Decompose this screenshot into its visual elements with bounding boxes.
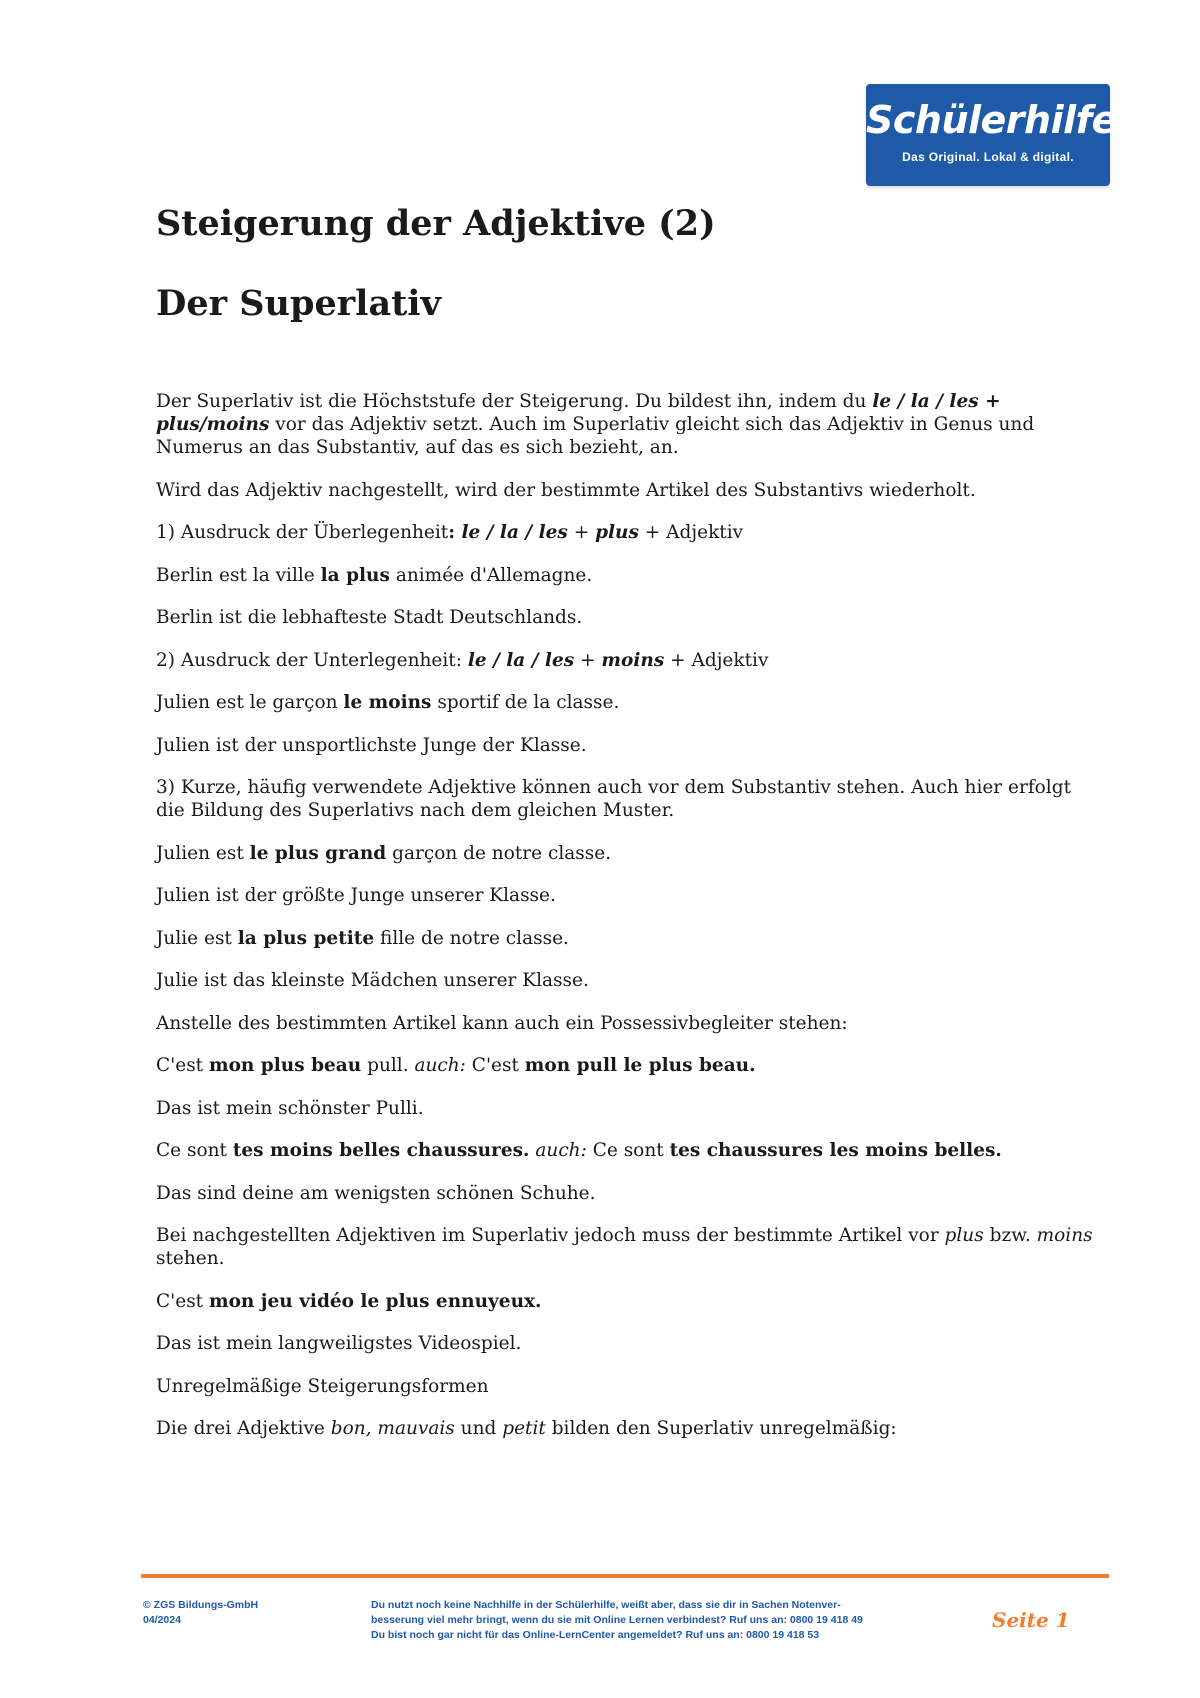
text-run: Julie ist das kleinste Mädchen unserer Klasse. bbox=[156, 970, 589, 991]
text-run: 1) Ausdruck der Überlegenheit bbox=[156, 522, 449, 543]
text-run: plus bbox=[944, 1225, 984, 1246]
paragraph bbox=[156, 776, 1096, 822]
footer-notice-line: Du nutzt noch keine Nachhilfe in der Schülerhilfe, weißt aber, dass sie dir in Sachen Notenver- bbox=[371, 1599, 841, 1611]
text-run: C'est bbox=[156, 1055, 209, 1076]
text-run: Julie est bbox=[156, 927, 238, 949]
text-run: garçon de notre classe. bbox=[386, 842, 612, 864]
text-run: Julien ist der unsportlichste Junge der Klasse. bbox=[156, 734, 587, 756]
footer-notice bbox=[371, 1598, 931, 1643]
paragraph bbox=[156, 1290, 1096, 1313]
paragraph bbox=[156, 842, 1096, 865]
text-run: auch: bbox=[414, 1055, 466, 1076]
paragraph bbox=[156, 479, 1096, 502]
text-run: plus bbox=[595, 522, 639, 543]
paragraph bbox=[156, 390, 1096, 459]
text-run: pull. bbox=[361, 1055, 415, 1076]
paragraph bbox=[156, 1054, 1096, 1077]
text-run: Berlin ist die lebhafteste Stadt Deutschlands. bbox=[156, 607, 583, 628]
text-run: Ce sont bbox=[156, 1140, 233, 1161]
footer-date: 04/2024 bbox=[143, 1614, 181, 1626]
paragraph bbox=[156, 649, 1096, 672]
paragraph bbox=[156, 1375, 1096, 1398]
text-run: moins bbox=[601, 649, 665, 671]
text-run: sportif de la classe. bbox=[431, 692, 620, 713]
paragraph bbox=[156, 927, 1096, 950]
text-run: bzw. bbox=[983, 1225, 1037, 1246]
paragraph bbox=[156, 1417, 1096, 1440]
paragraph bbox=[156, 734, 1096, 757]
text-run: bilden den Superlativ unregelmäßig: bbox=[545, 1418, 897, 1439]
footer-notice-line: Du bist noch gar nicht für das Online-LernCenter angemeldet? Ruf uns an: 0800 19 418 53 bbox=[371, 1629, 820, 1641]
text-run: mon pull le plus beau. bbox=[524, 1055, 756, 1076]
logo-tagline: Das Original. Lokal & digital. bbox=[902, 150, 1074, 164]
text-run: Der Superlativ ist die Höchststufe der Steigerung. Du bildest ihn, indem du bbox=[156, 391, 873, 412]
text-run: la plus petite bbox=[237, 927, 375, 949]
paragraph bbox=[156, 1139, 1096, 1162]
text-run: le / la / les bbox=[467, 649, 575, 671]
paragraph bbox=[156, 1012, 1096, 1035]
paragraph bbox=[156, 606, 1096, 629]
page-number: Seite 1 bbox=[992, 1608, 1070, 1632]
text-run: und bbox=[454, 1418, 503, 1439]
footer-company: © ZGS Bildungs-GmbH bbox=[143, 1599, 259, 1611]
paragraph bbox=[156, 691, 1096, 714]
logo-wordmark: Schülerhilfe! bbox=[866, 98, 1134, 142]
text-run: Julien est le garçon bbox=[156, 692, 344, 713]
text-run: Bei nachgestellten Adjektiven im Superlativ jedoch muss der bestimmte Artikel vor bbox=[156, 1225, 945, 1246]
text-run: + Adjektiv bbox=[664, 649, 769, 671]
paragraph bbox=[156, 1224, 1096, 1270]
text-run: stehen. bbox=[156, 1248, 225, 1269]
paragraph bbox=[156, 969, 1096, 992]
text-run: Das sind deine am wenigsten schönen Schuhe. bbox=[156, 1182, 596, 1204]
text-run: Wird das Adjektiv nachgestellt, wird der bestimmte Artikel des Substantivs wiederholt. bbox=[156, 479, 976, 501]
text-run: fille de notre classe. bbox=[374, 927, 569, 949]
paragraph bbox=[156, 1182, 1096, 1205]
text-run: le / la / les + plus/moins bbox=[156, 391, 1001, 435]
paragraph bbox=[156, 1332, 1096, 1355]
text-run: + Adjektiv bbox=[638, 522, 744, 543]
text-run: 2) Ausdruck der Unterlegenheit: bbox=[156, 649, 468, 671]
text-run: + bbox=[574, 649, 602, 671]
schuelerhilfe-logo bbox=[866, 84, 1134, 186]
paragraph bbox=[156, 1097, 1096, 1120]
text-run: mon jeu vidéo le plus ennuyeux. bbox=[209, 1290, 542, 1312]
text-run: le plus grand bbox=[249, 842, 387, 864]
text-run: tes moins belles chaussures. bbox=[232, 1140, 530, 1161]
text-run: mon plus beau bbox=[209, 1055, 362, 1076]
text-run: vor das Adjektiv setzt. Auch im Superlativ gleicht sich das Adjektiv in Genus und Numerus an das Substantiv, auf das es sich bezieht, an. bbox=[156, 414, 1035, 458]
page-subtitle: Der Superlativ bbox=[156, 283, 441, 324]
text-run: Die drei Adjektive bbox=[156, 1418, 331, 1439]
text-run: Julien ist der größte Junge unserer Klasse. bbox=[156, 885, 556, 906]
text-run: animée d'Allemagne. bbox=[389, 564, 593, 586]
text-run: 3) Kurze, häufig verwendete Adjektive können auch vor dem Substantiv stehen. Auch hier erfolgt die Bildung des Superlativs nach dem gleichen Muster. bbox=[156, 777, 1072, 821]
page-title: Steigerung der Adjektive (2) bbox=[156, 203, 716, 244]
text-run: C'est bbox=[465, 1055, 525, 1076]
text-run: la plus bbox=[320, 564, 390, 586]
text-run: Julien est bbox=[156, 842, 250, 864]
footer-publisher bbox=[143, 1598, 258, 1628]
paragraph bbox=[156, 884, 1096, 907]
text-run: auch: bbox=[535, 1140, 587, 1161]
text-run: : bbox=[448, 522, 462, 543]
text-run: Anstelle des bestimmten Artikel kann auch ein Possessivbegleiter stehen: bbox=[156, 1012, 848, 1034]
text-run: Berlin est la ville bbox=[156, 564, 321, 586]
footer-divider bbox=[141, 1574, 1109, 1578]
text-run: le / la / les bbox=[461, 522, 568, 543]
text-run: Das ist mein schönster Pulli. bbox=[156, 1097, 424, 1119]
paragraph bbox=[156, 564, 1096, 587]
text-run: bon, mauvais bbox=[330, 1418, 455, 1439]
text-run: petit bbox=[502, 1418, 546, 1439]
document-body bbox=[156, 390, 1096, 1460]
text-run: moins bbox=[1036, 1225, 1093, 1246]
text-run: + bbox=[567, 522, 596, 543]
text-run: C'est bbox=[156, 1290, 209, 1312]
text-run: Das ist mein langweiligstes Videospiel. bbox=[156, 1333, 522, 1354]
text-run: tes chaussures les moins belles. bbox=[669, 1140, 1002, 1161]
paragraph bbox=[156, 521, 1096, 544]
text-run: Unregelmäßige Steigerungsformen bbox=[156, 1375, 489, 1397]
text-run: Ce sont bbox=[586, 1140, 670, 1161]
footer-notice-line: besserung viel mehr bringt, wenn du sie mit Online Lernen verbindest? Ruf uns an: 0800 19 418 49 bbox=[371, 1614, 863, 1626]
text-run: le moins bbox=[343, 692, 432, 713]
